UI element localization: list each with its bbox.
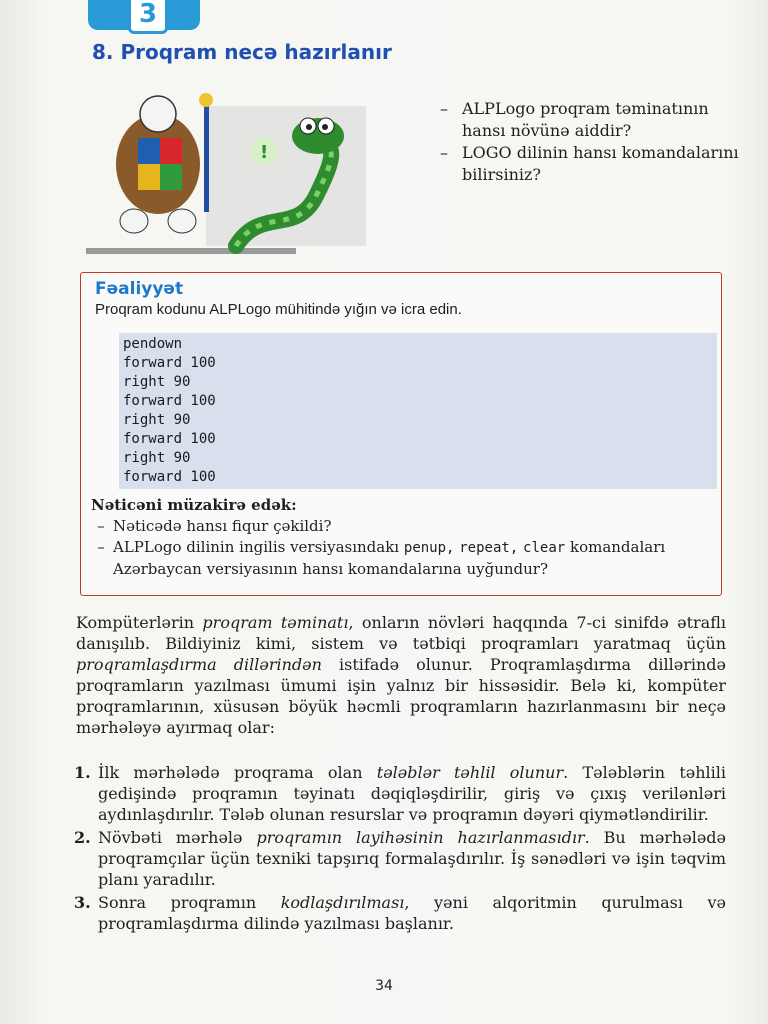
dash-bullet: –	[440, 99, 448, 118]
activity-instruction: Proqram kodunu ALPLogo mühitində yığın və icra edin.	[95, 301, 462, 318]
chapter-number: 3	[128, 0, 168, 34]
step-item	[74, 827, 726, 890]
para-text: , onların növləri haqqında 7-ci sinifdə ətraflı danışılıb. Bildiyiniz kimi, sistem və tətbiqi proqramları yaratmaq üçün	[76, 613, 727, 653]
intro-question	[440, 142, 740, 186]
step-text	[98, 762, 726, 825]
dash-bullet: –	[97, 517, 105, 535]
step-text-b: . Bu mərhələdə proqramçılar üçün texniki tapşırıq formalaşdırılır. İş sənədləri və işin təqvim planı yaradılır.	[98, 828, 727, 889]
code-line: forward 100	[123, 393, 216, 409]
discussion-question	[89, 537, 709, 580]
para-text: istifadə olunur. Proqramlaşdırma dillərində proqramların yazılması ümumi işin yalnız bir hissəsidir. Belə ki, kompüter proqramlarının, xüsusən böyük həcmli proqramların hazırlanmasını bir neçə mərhələyə ayırmaq olar:	[76, 655, 726, 737]
cmd-clear: clear	[523, 540, 566, 556]
svg-text:!: !	[260, 142, 269, 163]
intro-question-text: ALPLogo proqram təminatının hansı növünə aiddir?	[462, 99, 709, 140]
code-line: right 90	[123, 374, 191, 390]
para-emphasis: proqram təminatı	[202, 613, 349, 632]
discussion-section	[89, 495, 709, 580]
dash-bullet: –	[440, 143, 448, 162]
body-paragraph	[76, 612, 726, 738]
code-line: pendown	[123, 336, 183, 352]
intro-question-text: LOGO dilinin hansı komandalarını bilirsiniz?	[462, 143, 739, 184]
step-item	[74, 892, 726, 934]
step-text-a: İlk mərhələdə proqrama olan	[98, 763, 363, 782]
step-emphasis: proqramın layihəsinin hazırlanmasıdır	[256, 828, 585, 847]
code-line: forward 100	[123, 469, 216, 485]
step-text-a: Sonra proqramın	[98, 893, 257, 912]
discussion-heading: Nəticəni müzakirə edək:	[91, 496, 297, 514]
dash-bullet: –	[97, 538, 105, 556]
intro-question	[440, 98, 740, 142]
page-number: 34	[375, 978, 393, 994]
code-block	[119, 333, 717, 489]
intro-questions	[440, 98, 740, 186]
cmd-repeat: repeat,	[459, 540, 519, 556]
step-item	[74, 762, 726, 825]
discussion-question-text	[113, 537, 709, 580]
chapter-badge	[88, 0, 200, 34]
step-emphasis: tələblər təhlil olunur	[376, 763, 564, 782]
code-line: right 90	[123, 450, 191, 466]
code-line: forward 100	[123, 355, 216, 371]
step-text	[98, 892, 726, 934]
code-line: right 90	[123, 412, 191, 428]
activity-box	[80, 272, 722, 596]
section-title: 8. Proqram necə hazırlanır	[92, 40, 392, 64]
steps-list	[74, 762, 726, 936]
step-number: 1.	[74, 763, 91, 782]
para-emphasis: proqramlaşdırma dillərindən	[76, 655, 322, 674]
q2-text-before: ALPLogo dilinin ingilis versiyasındakı	[113, 538, 400, 556]
code-line: forward 100	[123, 431, 216, 447]
step-emphasis: kodlaşdırılması	[280, 893, 405, 912]
para-text: Kompüterlərin	[76, 613, 195, 632]
step-text-a: Növbəti mərhələ	[98, 828, 243, 847]
step-number: 3.	[74, 893, 91, 912]
step-text-b: , yəni alqoritmin qurulması və proqramlaşdırma dilində yazılması başlanır.	[98, 893, 726, 933]
turtle-and-snake-illustration	[86, 86, 366, 256]
step-text-b: . Tələblərin təhlili gedişində proqramın təyinatı dəqiqləşdirilir, giriş və çıxış verilənləri aydınlaşdırılır. Tələb olunan resurslar və proqramın dəyəri qiymətləndirilir.	[98, 763, 727, 824]
cmd-penup: penup,	[403, 540, 455, 556]
activity-title: Fəaliyyət	[95, 279, 184, 299]
discussion-question	[89, 516, 709, 537]
step-number: 2.	[74, 828, 91, 847]
step-text	[98, 827, 726, 890]
discussion-question-text: Nəticədə hansı fiqur çəkildi?	[113, 517, 332, 535]
q2-text-after: komandaları Azərbaycan versiyasının hansı komandalarına uyğundur?	[113, 538, 666, 578]
